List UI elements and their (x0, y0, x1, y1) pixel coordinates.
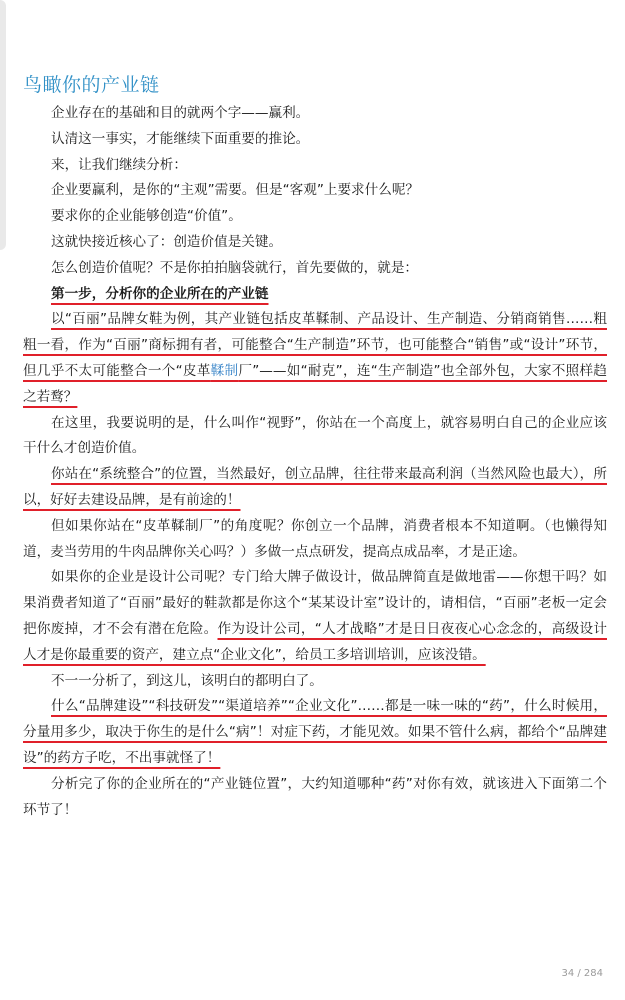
side-page-tab[interactable] (0, 0, 6, 250)
paragraph: 分析完了你的企业所在的“产业链位置”，大约知道哪种“药”对你有效，就该进入下面第二个环节了！ (23, 775, 607, 818)
paragraph: 企业要赢利，是你的“主观”需要。但是“客观”上要求什么呢？ (51, 182, 420, 199)
section-title: 鸟瞰你的产业链 (23, 74, 160, 96)
underline-highlight: 你站在“系统整合”的位置，当然最好，创立品牌，往往带来最高利润（当然风险也最大），所以，好好去建设品牌，是有前途的！ (23, 466, 607, 508)
paragraph (23, 307, 607, 410)
paragraph (23, 694, 607, 771)
underline-highlight: 以“百丽”品牌女鞋为例，其产业链包括皮革鞣制、产品设计、生产制造、分销商销售……粗粗一看，作为“百丽”商标拥有者，可能整合“生产制造”环节，也可能整合“销售”或“设计”环节，但几乎不太可能整合一个“皮革 (23, 311, 607, 379)
underline-highlight: 作为设计公司，“人才战略”才是日日夜夜心心念念的，高级设计人才是你最重要的资产，建立点“企业文化”，给员工多培训培训，应该没错。 (23, 620, 607, 663)
paragraph (23, 462, 607, 514)
paragraph: 要求你的企业能够创造“价值”。 (51, 208, 242, 225)
paragraph: 不一一分析了，到这儿，该明白的都明白了。 (51, 672, 323, 689)
paragraph: 企业存在的基础和目的就两个字——赢利。 (51, 105, 310, 121)
body-text (23, 101, 607, 823)
underline-highlight: 厂”——如“耐克”，连“生产制造”也全部外包，大家不照样趋之若鹜？ (23, 362, 608, 405)
page-indicator: 34 / 284 (561, 968, 603, 979)
underline-highlight: 第一步，分析你的企业所在的产业链 (51, 285, 269, 302)
step-heading (23, 282, 607, 308)
paragraph: 在这里，我要说明的是，什么叫作“视野”，你站在一个高度上，就容易明白自己的企业应该干什么才创造价值。 (23, 414, 607, 457)
paragraph: 如果你的企业是设计公司呢？专门给大牌子做设计，做品牌简直是做地雷——你想干吗？如果消费者知道了“百丽”最好的鞋款都是你这个“某某设计室”设计的，请相信，“百丽”老板一定会把你废掉，才不会有潜在危险。作为设计公司，“人才战略”才是日日夜夜心心念念的，高级设计人才是你最重要的资产，建立点“企业文化”，给员工多培训培训，应该没错。 (23, 569, 607, 663)
paragraph: 但如果你站在“皮革鞣制厂”的角度呢？你创立一个品牌，消费者根本不知道啊。（也懒得知道，麦当劳用的牛肉品牌你关心吗？）多做一点点研发，提高点成品率，才是正途。 (23, 517, 607, 560)
paragraph: 怎么创造价值呢？不是你拍拍脑袋就行，首先要做的，就是： (51, 259, 419, 276)
highlighted-word[interactable]: 鞣制 (210, 362, 239, 379)
paragraph: 来，让我们继续分析： (51, 156, 187, 173)
underline-highlight: 什么“品牌建设”“科技研发”“渠道培养”“企业文化”……都是一味一味的“药”，什么时候用，分量用多少，取决于你生的是什么“病”！对症下药，才能见效。如果不管什么病，都给个“品牌建设”的药方子吃，不出事就怪了！ (23, 698, 607, 766)
paragraph: 这就快接近核心了：创造价值是关键。 (51, 233, 283, 250)
paragraph: 认清这一事实，才能继续下面重要的推论。 (51, 130, 310, 147)
